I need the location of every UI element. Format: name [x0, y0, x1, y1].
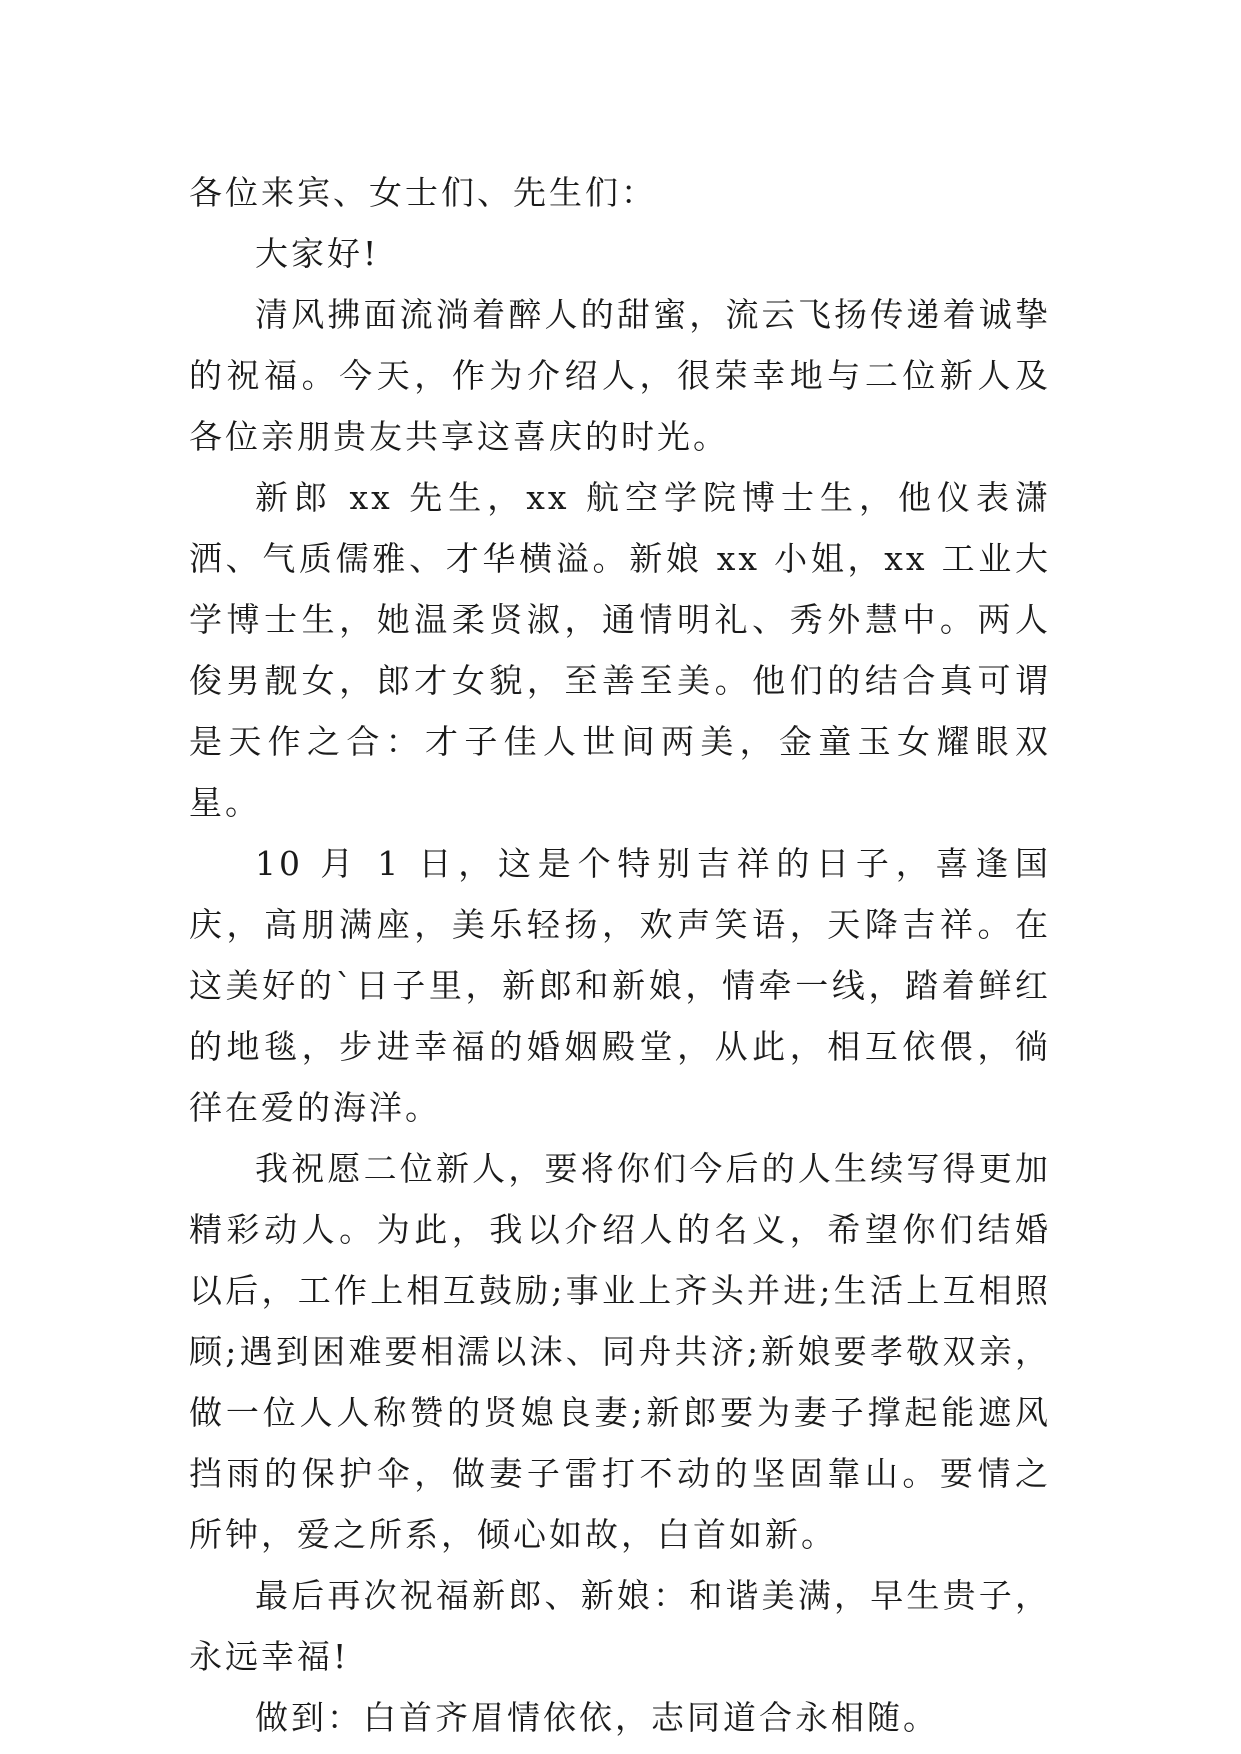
paragraph-wishes: 我祝愿二位新人，要将你们今后的人生续写得更加精彩动人。为此，我以介绍人的名义，希望你们结婚以后，工作上相互鼓励;事业上齐头并进;生活上互相照顾;遇到困难要相濡以沫、同舟共济;新娘要孝敬双亲，做一位人人称赞的贤媳良妻;新郎要为妻子撑起能遮风挡雨的保护伞，做妻子雷打不动的坚固靠山。要情之所钟，爱之所系，倾心如故，白首如新。	[189, 1149, 1051, 1554]
paragraph-closing: 做到：白首齐眉情依依，志同道合永相随。	[255, 1698, 939, 1737]
salutation: 各位来宾、女士们、先生们：	[189, 173, 657, 212]
paragraph-final-blessing: 最后再次祝福新郎、新娘：和谐美满，早生贵子，永远幸福!	[189, 1576, 1051, 1676]
paragraph-wedding-day: 10 月 1 日，这是个特别吉祥的日子，喜逢国庆，高朋满座，美乐轻扬，欢声笑语，天降吉祥。在这美好的`日子里，新郎和新娘，情牵一线，踏着鲜红的地毯，步进幸福的婚姻殿堂，从此，相互依偎，徜徉在爱的海洋。	[189, 844, 1051, 1127]
paragraph-greeting: 大家好!	[255, 234, 380, 273]
paragraph-couple-intro: 新郎 xx 先生，xx 航空学院博士生，他仪表潇洒、气质儒雅、才华横溢。新娘 xx 小姐，xx 工业大学博士生，她温柔贤淑，通情明礼、秀外慧中。两人俊男靓女，郎才女貌，至善至美。他们的结合真可谓是天作之合：才子佳人世间两美，金童玉女耀眼双星。	[189, 478, 1051, 822]
document-body	[189, 162, 1051, 1748]
paragraph-opening: 清风拂面流淌着醉人的甜蜜，流云飞扬传递着诚挚的祝福。今天，作为介绍人，很荣幸地与二位新人及各位亲朋贵友共享这喜庆的时光。	[189, 295, 1051, 456]
